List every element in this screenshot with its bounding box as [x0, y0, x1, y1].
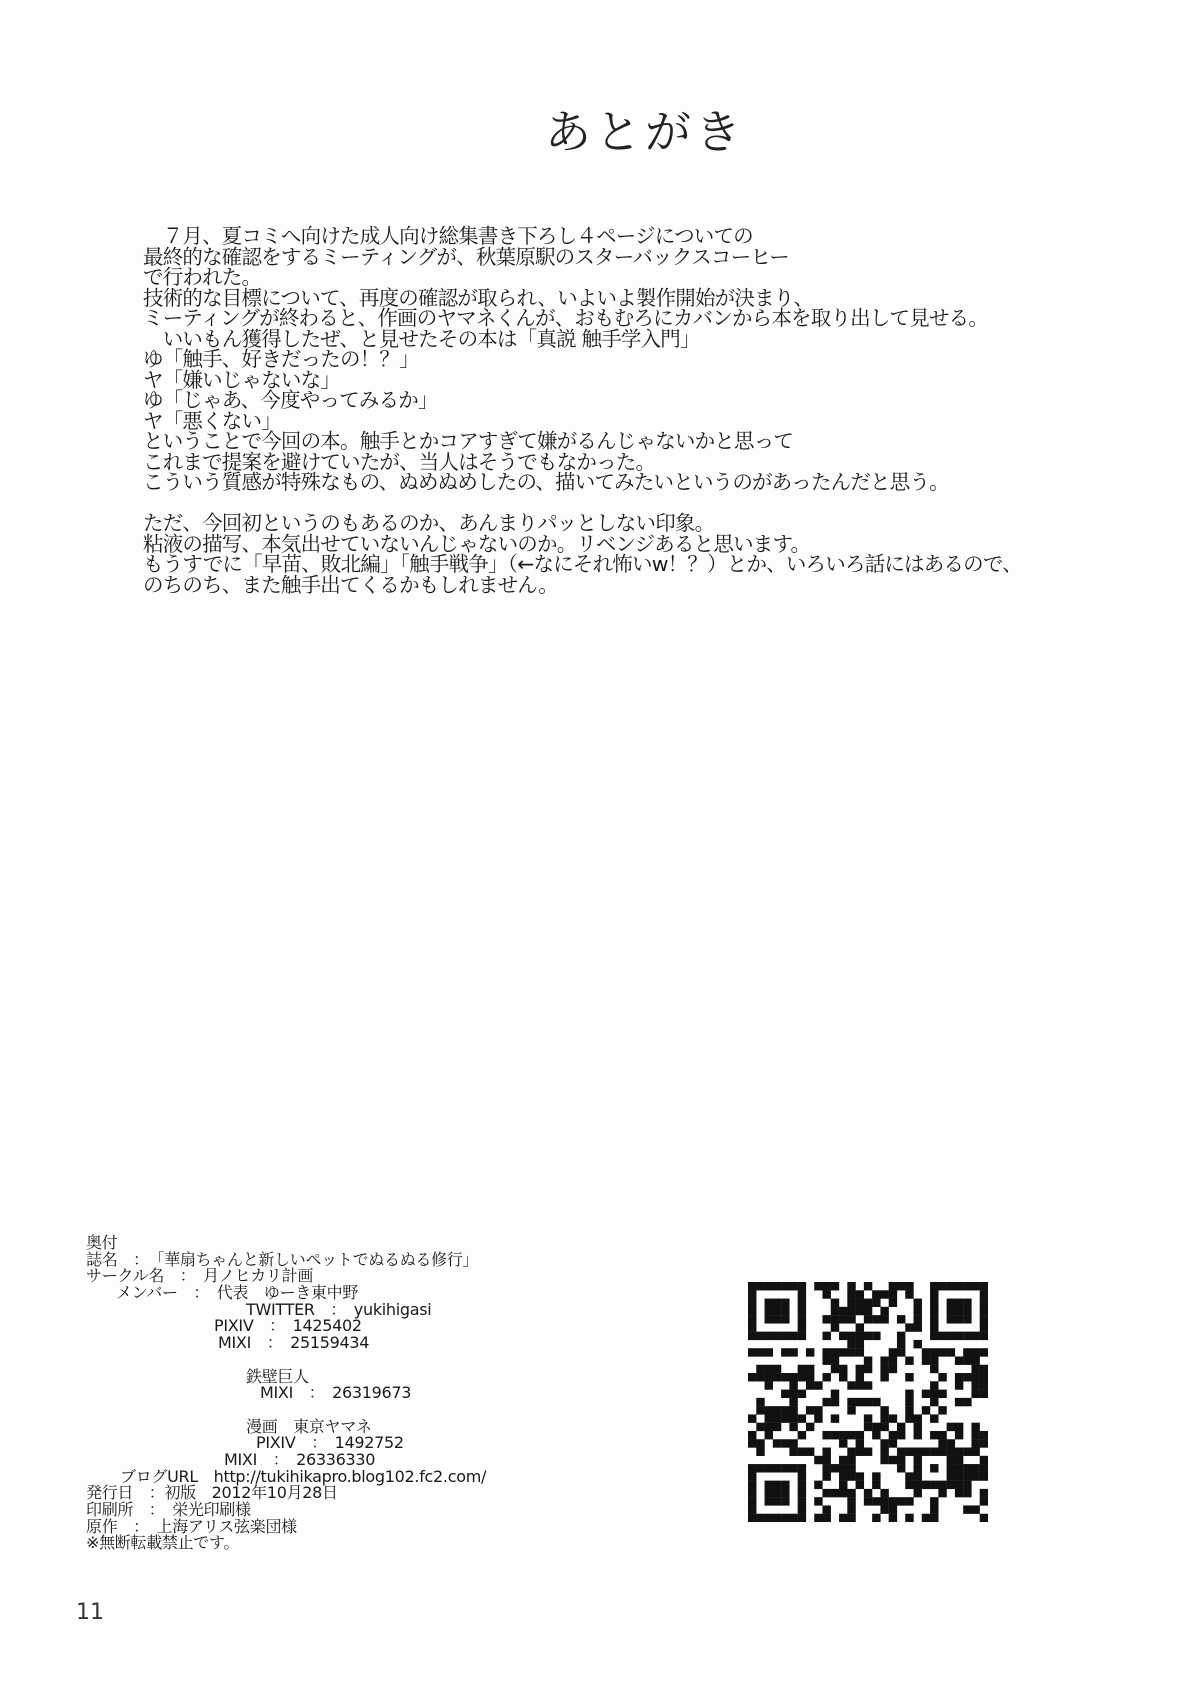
page-number: 11 — [76, 1600, 104, 1625]
colophon-row: ※無断転載禁止です。 — [86, 1533, 240, 1553]
colophon-row: TWITTER ： yukihigasi — [246, 1299, 432, 1319]
colophon-row: ブログURL http://tukihikapro.blog102.fc2.com/ — [120, 1466, 487, 1486]
text-line: もうすでに「早苗、敗北編」「触手戦争」（←なにそれ怖いw！？）とか、いろいろ話にはあるので、 — [143, 552, 1022, 576]
colophon-gap — [86, 1352, 686, 1369]
colophon-row: MIXI ： 26319673 — [260, 1383, 412, 1403]
colophon — [86, 1235, 686, 1552]
text-line: こういう質感が特殊なもの、ぬめぬめしたの、描いてみたいというのがあったんだと思う。 — [143, 470, 949, 494]
page-title: あとがき — [545, 105, 745, 159]
colophon-row: MIXI ： 26336330 — [224, 1449, 376, 1469]
colophon-row: サークル名 ： 月ノヒカリ計画 — [86, 1266, 314, 1286]
colophon-row: 発行日 ：初版 2012年10月28日 — [86, 1483, 338, 1503]
paragraph-gap — [143, 493, 1123, 514]
text-line: ７月、夏コミへ向けた成人向け総集書き下ろし４ページについての — [143, 224, 753, 248]
text-line: いいもん獲得したぜ、と見せたその本は「真説 触手学入門」 — [143, 326, 700, 351]
text-line: ヤ「嫌いじゃないな」 — [143, 367, 340, 392]
colophon-row: 原作 ： 上海アリス弦楽団様 — [86, 1516, 297, 1536]
text-line: ゆ「じゃあ、今度やってみるか」 — [143, 388, 438, 412]
text-line: これまで提案を避けていたが、当人はそうでもなかった。 — [143, 449, 656, 474]
text-line: 技術的な目標について、再度の確認が取られ、いよいよ製作開始が決まり、 — [143, 285, 814, 310]
text-line: ゆ「触手、好きだったの！？」 — [143, 347, 419, 371]
colophon-row: 印刷所 ： 栄光印刷様 — [86, 1500, 251, 1519]
text-line: ということで今回の本。触手とかコアすぎて嫌がるんじゃないかと思って — [143, 429, 794, 453]
afterword-text — [143, 226, 1123, 595]
colophon-row: 誌名 ： 「華扇ちゃんと新しいペットでぬるぬる修行」 — [86, 1249, 479, 1269]
colophon-row: メンバー ： 代表 ゆーき東中野 — [116, 1283, 359, 1303]
text-line: ミーティングが終わると、作画のヤマネくんが、おもむろにカバンから本を取り出して見せる。 — [143, 306, 989, 330]
colophon-row: 鉄壁巨人 — [246, 1366, 309, 1386]
colophon-gap — [86, 1402, 686, 1419]
text-line: ヤ「悪くない」 — [143, 408, 281, 433]
text-line: 最終的な確認をするミーティングが、秋葉原駅のスターバックスコーヒー — [143, 244, 789, 269]
colophon-row: PIXIV ： 1492752 — [256, 1433, 404, 1453]
text-line: で行われた。 — [143, 265, 262, 289]
colophon-row: MIXI ： 25159434 — [218, 1333, 370, 1353]
colophon-row: 漫画 東京ヤマネ — [246, 1416, 372, 1436]
text-line: のちのち、また触手出てくるかもしれません。 — [143, 572, 558, 597]
qr-code-icon — [748, 1282, 988, 1522]
colophon-row: 奥付 — [86, 1233, 118, 1252]
text-line: ただ、今回初というのもあるのか、あんまりパッとしない印象。 — [143, 511, 715, 535]
colophon-row: PIXIV ： 1425402 — [214, 1316, 362, 1336]
text-line: 粘液の描写、本気出せていないんじゃないのか。リベンジあると思います。 — [143, 531, 811, 556]
